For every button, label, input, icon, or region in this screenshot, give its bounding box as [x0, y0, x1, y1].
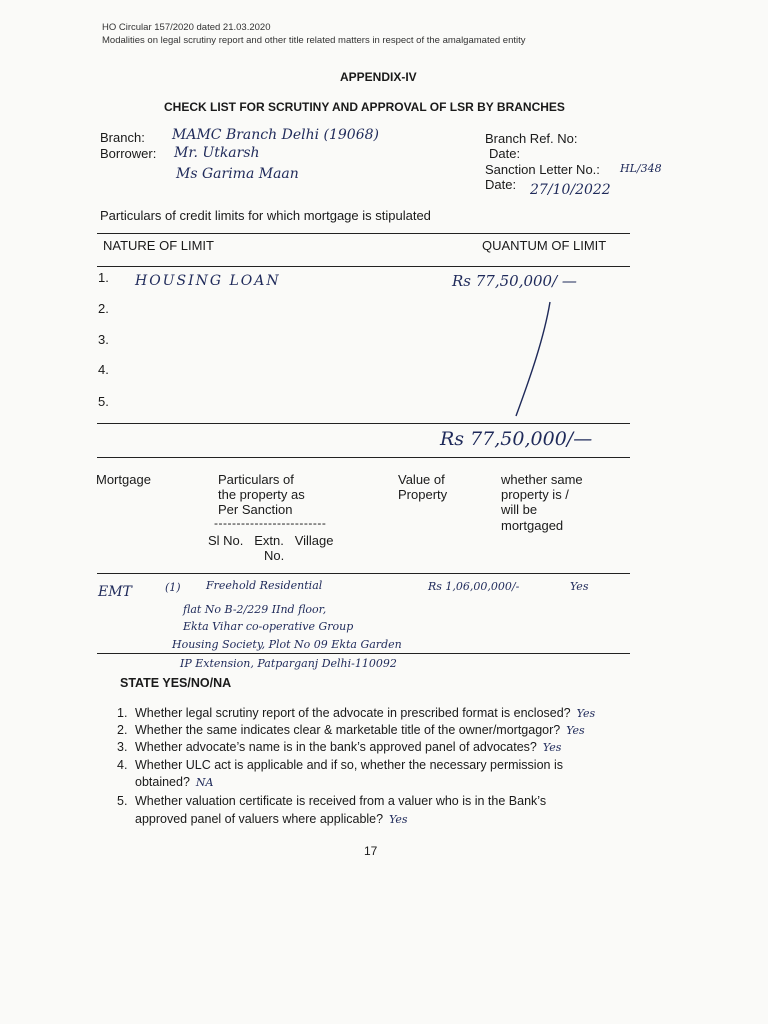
- question-answer: Yes: [566, 724, 585, 737]
- borrower-label: Borrower:: [100, 146, 157, 161]
- col-nature-of-limit: NATURE OF LIMIT: [103, 238, 214, 253]
- branch-label: Branch:: [100, 130, 145, 145]
- borrower-value-1: Mr. Utkarsh: [174, 145, 260, 161]
- col-mortgage: Mortgage: [96, 472, 151, 487]
- mortgage-type: EMT: [98, 584, 132, 600]
- property-description: Ekta Vihar co-operative Group: [183, 620, 354, 633]
- circular-ref: HO Circular 157/2020 dated 21.03.2020: [102, 22, 271, 33]
- question-item: 4. Whether ULC act is applicable and if so, whether the necessary permission is: [117, 758, 563, 772]
- property-same-status: Yes: [570, 580, 589, 593]
- date-label-2: Date:: [485, 177, 517, 192]
- property-description: flat No B-2/229 IInd floor,: [183, 603, 327, 616]
- particulars-divider: -------------------------: [214, 516, 327, 530]
- question-item-cont: obtained? NA: [135, 775, 214, 789]
- circular-subject: Modalities on legal scrutiny report and other title related matters in respect of the amalgamated entity: [102, 35, 526, 46]
- limit-row-quantum: Rs 77,50,000/ —: [452, 272, 577, 290]
- col-particulars: Particulars of: [218, 472, 294, 487]
- sanction-value: HL/348: [620, 162, 662, 175]
- borrower-value-2: Ms Garima Maan: [176, 166, 299, 182]
- question-item: 1. Whether legal scrutiny report of the advocate in prescribed format is enclosed? Yes: [117, 706, 596, 720]
- col-value: Value of: [398, 472, 445, 487]
- branch-value: MAMC Branch Delhi (19068): [172, 127, 379, 143]
- question-item: 2. Whether the same indicates clear & marketable title of the owner/mortgagor? Yes: [117, 723, 585, 737]
- mortgage-entry-num: (1): [165, 581, 181, 594]
- particulars-sub-columns: Sl No. Extn. Village: [208, 533, 334, 548]
- limit-row-num: 5.: [98, 394, 109, 409]
- col-particulars: the property as: [218, 487, 305, 502]
- question-answer: Yes: [576, 707, 596, 720]
- question-answer: Yes: [389, 813, 408, 826]
- col-quantum-of-limit: QUANTUM OF LIMIT: [482, 238, 607, 253]
- question-item: 5. Whether valuation certificate is received from a valuer who is in the Bank’s: [117, 794, 547, 808]
- col-whether-same: property is /: [501, 487, 569, 502]
- limit-total: Rs 77,50,000/—: [440, 428, 593, 450]
- limit-row-num: 3.: [98, 332, 109, 347]
- sanction-label: Sanction Letter No.:: [485, 162, 600, 177]
- appendix-title: APPENDIX-IV: [340, 70, 417, 84]
- limit-row-num: 1.: [98, 270, 109, 285]
- mortgage-header-rule: [97, 573, 630, 574]
- col-particulars: Per Sanction: [218, 502, 293, 517]
- property-value: Rs 1,06,00,000/-: [428, 580, 520, 593]
- col-whether-same: mortgaged: [501, 518, 564, 533]
- particulars-sub-columns: No.: [264, 548, 285, 563]
- table-total-rule: [97, 423, 630, 424]
- state-heading: STATE YES/NO/NA: [120, 676, 232, 690]
- table-header-rule: [97, 266, 630, 267]
- branch-ref-label: Branch Ref. No:: [485, 131, 578, 146]
- col-value: Property: [398, 487, 448, 502]
- limit-row-num: 2.: [98, 301, 109, 316]
- checklist-title: CHECK LIST FOR SCRUTINY AND APPROVAL OF LSR BY BRANCHES: [164, 100, 565, 114]
- page-number: 17: [364, 844, 378, 858]
- particulars-heading: Particulars of credit limits for which mortgage is stipulated: [100, 208, 431, 223]
- mortgage-bottom-rule: [97, 653, 630, 654]
- question-item: 3. Whether advocate’s name is in the bank’s approved panel of advocates? Yes: [117, 740, 562, 754]
- blank-rows-strike-line: [500, 298, 560, 422]
- question-item-cont: approved panel of valuers where applicable? Yes: [135, 812, 408, 826]
- date-value: 27/10/2022: [530, 182, 611, 198]
- property-description: IP Extension, Patparganj Delhi-110092: [180, 657, 397, 670]
- col-whether-same: will be: [501, 502, 538, 517]
- table-bottom-rule: [97, 457, 630, 458]
- property-description: Freehold Residential: [206, 579, 323, 592]
- question-answer: Yes: [542, 741, 562, 754]
- table-top-rule: [97, 233, 630, 234]
- date-label-1: Date:: [489, 146, 521, 161]
- limit-row-num: 4.: [98, 362, 109, 377]
- question-answer: NA: [195, 776, 214, 789]
- col-whether-same: whether same: [501, 472, 583, 487]
- limit-row-nature: HOUSING LOAN: [135, 273, 281, 289]
- property-description: Housing Society, Plot No 09 Ekta Garden: [172, 638, 402, 651]
